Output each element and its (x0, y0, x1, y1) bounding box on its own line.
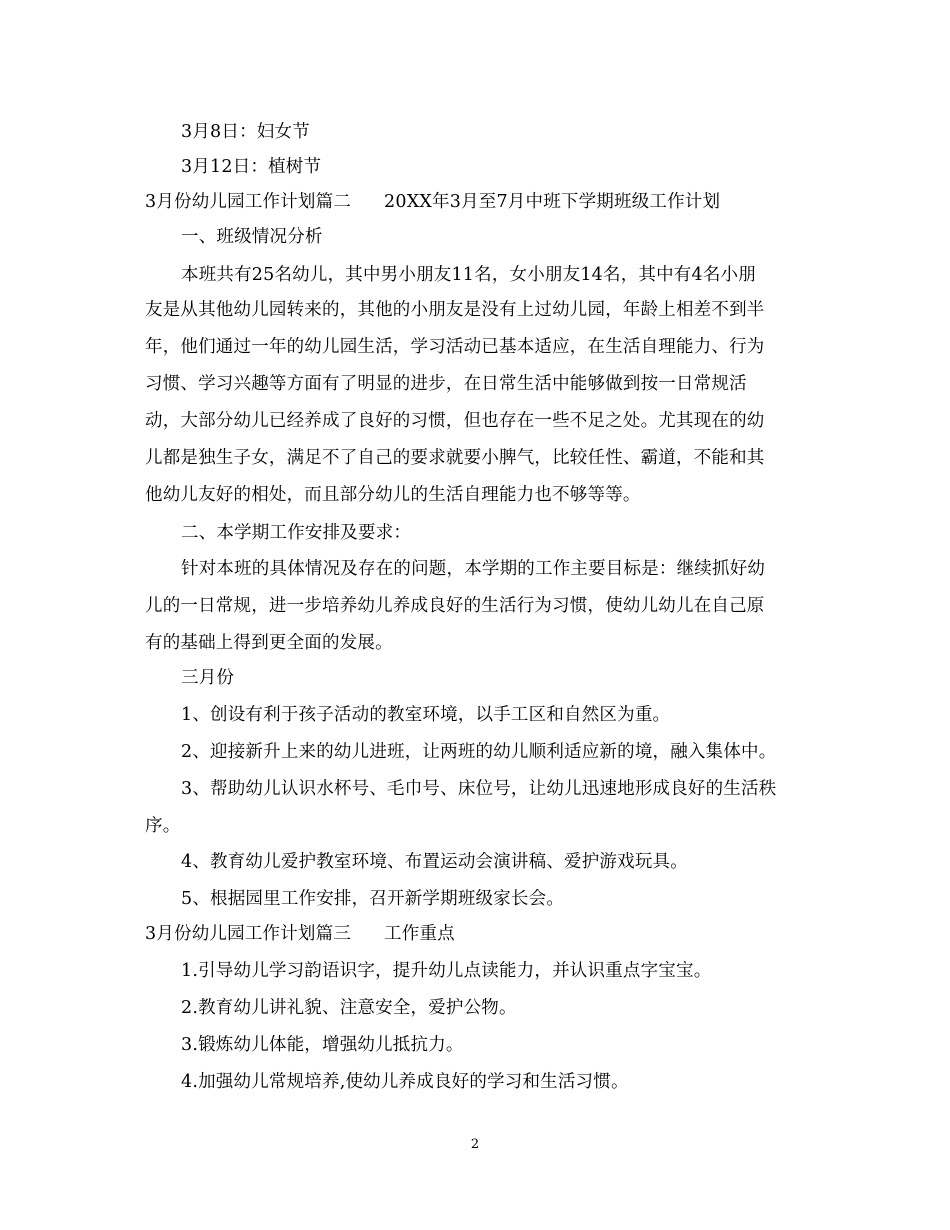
list-item: 4、教育幼儿爱护教室环境、布置运动会演讲稿、爱护游戏玩具。 (181, 852, 688, 872)
list-item: 4.加强幼儿常规培养,使幼儿养成良好的学习和生活习惯。 (181, 1072, 629, 1092)
paragraph-line: 习惯、学习兴趣等方面有了明显的进步，在日常生活中能够做到按一日常规活 (145, 374, 747, 394)
paragraph-line: 儿都是独生子女，满足不了自己的要求就要小脾气，比较任性、霸道，不能和其 (145, 448, 765, 468)
section-title: 3月份幼儿园工作计划篇三 (145, 924, 352, 944)
paragraph-line: 年，他们通过一年的幼儿园生活，学习活动已基本适应，在生活自理能力、行为 (145, 337, 765, 357)
list-item-continuation: 序。 (145, 816, 181, 836)
date-line-arbor-day: 3月12日：植树节 (181, 157, 322, 177)
list-item: 2.教育幼儿讲礼貌、注意安全，爱护公物。 (181, 998, 517, 1018)
subheading-work-arrangement: 二、本学期工作安排及要求： (181, 523, 412, 543)
section-heading-part-three (145, 922, 455, 946)
paragraph-line: 儿的一日常规，进一步培养幼儿养成良好的生活行为习惯，使幼儿幼儿在自己原 (145, 596, 765, 616)
subheading-march: 三月份 (181, 668, 235, 688)
list-item: 1、创设有利于孩子活动的教室环境，以手工区和自然区为重。 (181, 705, 671, 725)
paragraph-line: 他幼儿友好的相处，而且部分幼儿的生活自理能力也不够等等。 (145, 485, 641, 505)
list-item: 3、帮助幼儿认识水杯号、毛巾号、床位号，让幼儿迅速地形成良好的生活秩 (181, 779, 777, 799)
list-item: 2、迎接新升上来的幼儿进班，让两班的幼儿顺利适应新的境，融入集体中。 (181, 742, 777, 762)
section-subtitle: 20XX年3月至7月中班下学期班级工作计划 (384, 192, 721, 212)
paragraph-line: 针对本班的具体情况及存在的问题，本学期的工作主要目标是：继续抓好幼 (181, 559, 766, 579)
section-title: 3月份幼儿园工作计划篇二 (145, 192, 352, 212)
section-subtitle: 工作重点 (384, 924, 455, 944)
list-item: 5、根据园里工作安排，召开新学期班级家长会。 (181, 889, 565, 909)
date-line-womens-day: 3月8日：妇女节 (181, 122, 310, 142)
paragraph-line: 有的基础上得到更全面的发展。 (145, 633, 393, 653)
subheading-class-analysis: 一、班级情况分析 (181, 227, 323, 247)
list-item: 1.引导幼儿学习韵语识字，提升幼儿点读能力，并认识重点字宝宝。 (181, 961, 712, 981)
section-heading-part-two (145, 190, 720, 214)
list-item: 3.锻炼幼儿体能，增强幼儿抵抗力。 (181, 1035, 464, 1055)
paragraph-line: 友是从其他幼儿园转来的，其他的小朋友是没有上过幼儿园，年龄上相差不到半 (145, 300, 765, 320)
paragraph-line: 动，大部分幼儿已经养成了良好的习惯，但也存在一些不足之处。尤其现在的幼 (145, 411, 765, 431)
page-number: 2 (470, 1137, 480, 1152)
paragraph-line: 本班共有25名幼儿，其中男小朋友11名，女小朋友14名，其中有4名小朋 (181, 265, 756, 285)
